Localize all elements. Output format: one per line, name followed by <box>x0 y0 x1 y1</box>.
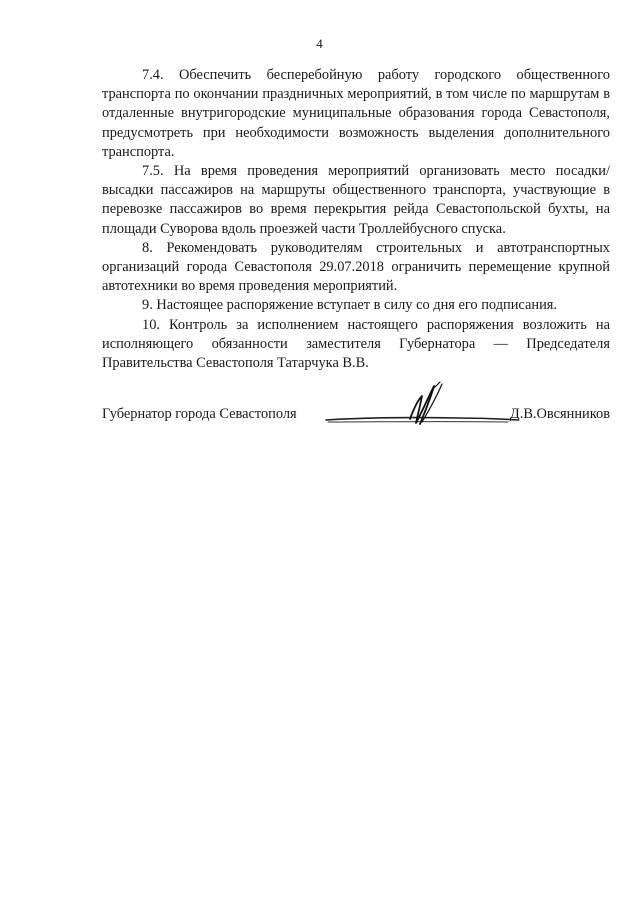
paragraph-7-5: 7.5. На время проведения мероприятий организовать место посадки/высадки пассажиров на маршруты общественного транспорта, участвующие в перевозке пассажиров во время перекрытия рейда Севастопольской бухты, на площади Суворова вдоль проезжей части Троллейбусного спуска. <box>102 163 610 237</box>
signatory-name: Д.В.Овсянников <box>509 406 610 422</box>
paragraph-9: 9. Настоящее распоряжение вступает в силу со дня его подписания. <box>142 297 557 314</box>
signature-block <box>102 404 610 434</box>
paragraph-7-4: 7.4. Обеспечить бесперебойную работу городского общественного транспорта по окончании праздничных мероприятий, в том числе по маршрутам в отдаленные внутригородские муниципальные образования города Севастополя, предусмотреть при необходимости возможность выделения дополнительного транспорта. <box>102 67 610 160</box>
paragraph-8: 8. Рекомендовать руководителям строительных и автотранспортных организаций города Севастополя 29.07.2018 ограничить перемещение крупной автотехники во время проведения мероприятий. <box>102 239 610 295</box>
signatory-title: Губернатор города Севастополя <box>102 406 297 422</box>
paragraph-10: 10. Контроль за исполнением настоящего распоряжения возложить на исполняющего обязанности заместителя Губернатора — Председателя Правительства Севастополя Татарчука В.В. <box>102 316 610 372</box>
handwritten-signature <box>318 378 538 438</box>
page-number: 4 <box>316 36 323 51</box>
document-body <box>102 66 610 373</box>
